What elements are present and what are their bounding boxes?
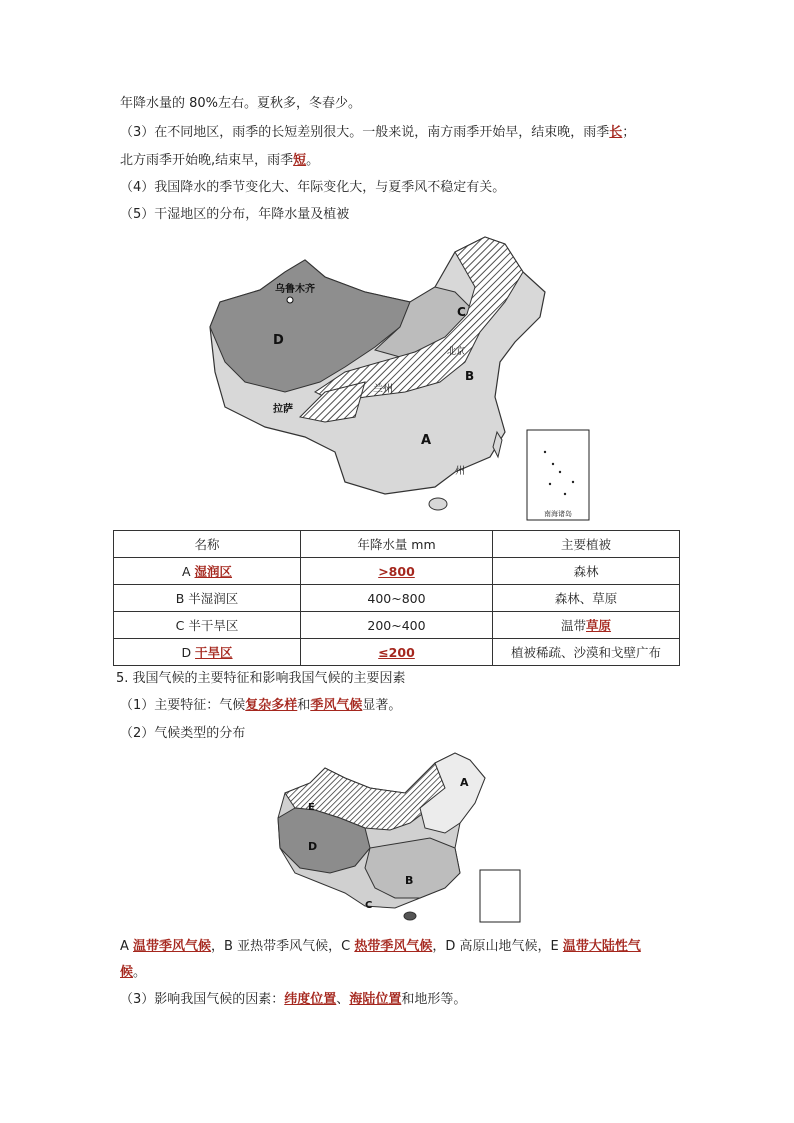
text: 北方雨季开始晚,结束早，雨季 <box>120 153 294 168</box>
paragraph-climate-types-heading: （2）气候类型的分布 <box>120 726 246 741</box>
label-region-c: C <box>457 305 466 319</box>
text: （1）主要特征：气候 <box>120 698 246 713</box>
cell-vegetation <box>493 612 680 639</box>
text: ，D 高原山地气候，E <box>432 939 563 954</box>
hainan-island <box>404 912 416 920</box>
label-region-b: B <box>465 369 475 383</box>
text: ； <box>622 125 636 140</box>
text: 显著。 <box>362 698 402 713</box>
header-vegetation: 主要植被 <box>493 531 680 558</box>
answer: >800 <box>378 563 415 579</box>
label-beijing: 北京 <box>447 347 466 357</box>
climate-legend-line2 <box>120 964 146 982</box>
label-region-e: E <box>308 802 315 813</box>
cell-name: B 半湿润区 <box>114 585 301 612</box>
answer: ≤200 <box>378 644 415 660</box>
answer-tropical-monsoon: 热带季风气候 <box>354 939 433 954</box>
answer-temperate-continental: 温带大陆性气 <box>562 939 641 954</box>
answer: 干旱区 <box>195 645 233 660</box>
answer: 湿润区 <box>194 564 233 579</box>
label-region-a: A <box>460 776 469 789</box>
cell-rainfall <box>301 639 493 666</box>
text: 和地形等。 <box>401 992 467 1007</box>
header-name: 名称 <box>114 531 301 558</box>
label-region-d: D <box>308 840 318 853</box>
text: 和 <box>297 698 311 713</box>
table-row <box>114 639 680 666</box>
dry-wet-regions-table <box>113 530 680 666</box>
text: D <box>181 645 196 660</box>
cell-rainfall: 200~400 <box>301 612 493 639</box>
cell-name: C 半干旱区 <box>114 612 301 639</box>
cell-name <box>114 639 301 666</box>
answer-latitude: 纬度位置 <box>284 992 337 1007</box>
answer-long: 长 <box>609 125 623 140</box>
paragraph-climate-factors <box>120 991 466 1009</box>
table-row <box>114 558 680 585</box>
section-5-heading: 5. 我国气候的主要特征和影响我国气候的主要因素 <box>116 671 406 686</box>
paragraph-rainy-season-south <box>120 124 635 142</box>
table-row <box>114 612 680 639</box>
label-region-d: D <box>273 333 284 348</box>
label-region-c: C <box>365 900 373 911</box>
label-lanzhou: 兰州 <box>373 384 393 395</box>
region-b-subtropical-monsoon <box>365 838 460 898</box>
label-guangzhou: 州 <box>455 466 465 477</box>
cell-vegetation: 森林 <box>493 558 680 585</box>
answer-complex: 复杂多样 <box>245 698 298 713</box>
text: 、 <box>336 992 350 1007</box>
header-rainfall: 年降水量 mm <box>301 531 493 558</box>
cell-name <box>114 558 301 585</box>
paragraph-main-features <box>120 697 401 715</box>
paragraph-dry-wet-heading: （5）干湿地区的分布，年降水量及植被 <box>120 207 350 222</box>
south-china-sea-inset <box>527 430 589 520</box>
paragraph-rainy-season-north <box>120 152 319 170</box>
south-china-sea-inset <box>480 870 520 922</box>
hainan-island <box>429 498 447 510</box>
paragraph-variation: （4）我国降水的季节变化大、年际变化大，与夏季风不稳定有关。 <box>120 180 506 195</box>
text: （3）影响我国气候的因素： <box>120 992 285 1007</box>
table-row <box>114 585 680 612</box>
text: （3）在不同地区，雨季的长短差别很大。一般来说，南方雨季开始早，结束晚，雨季 <box>120 125 610 140</box>
climate-legend-line1 <box>120 938 641 956</box>
cell-rainfall: 400~800 <box>301 585 493 612</box>
answer-monsoon: 季风气候 <box>310 698 363 713</box>
text: 。 <box>306 153 320 168</box>
answer: 草原 <box>586 618 612 633</box>
label-lhasa: 拉萨 <box>273 404 293 415</box>
text: A <box>120 939 134 954</box>
city-marker-urumqi <box>287 297 293 303</box>
text: A <box>181 564 195 579</box>
inset-caption: 南海诸岛 <box>544 510 572 518</box>
dry-wet-regions-map <box>205 232 595 524</box>
text: 。 <box>133 965 147 980</box>
text: 温带 <box>560 618 586 633</box>
paragraph-annual-rain: 年降水量的 80%左右。夏秋多，冬春少。 <box>120 96 362 111</box>
answer-continuation: 候 <box>120 965 134 980</box>
label-urumqi: 乌鲁木齐 <box>275 284 315 295</box>
answer-sea-land: 海陆位置 <box>349 992 402 1007</box>
cell-rainfall <box>301 558 493 585</box>
answer-short: 短 <box>293 153 307 168</box>
text: ，B 亚热带季风气候，C <box>211 939 355 954</box>
label-region-b: B <box>405 874 414 887</box>
cell-vegetation: 植被稀疏、沙漠和戈壁广布 <box>493 639 680 666</box>
table-header-row <box>114 531 680 558</box>
answer-temperate-monsoon: 温带季风气候 <box>133 939 212 954</box>
label-region-a: A <box>421 433 432 448</box>
climate-types-map <box>270 748 525 926</box>
cell-vegetation: 森林、草原 <box>493 585 680 612</box>
